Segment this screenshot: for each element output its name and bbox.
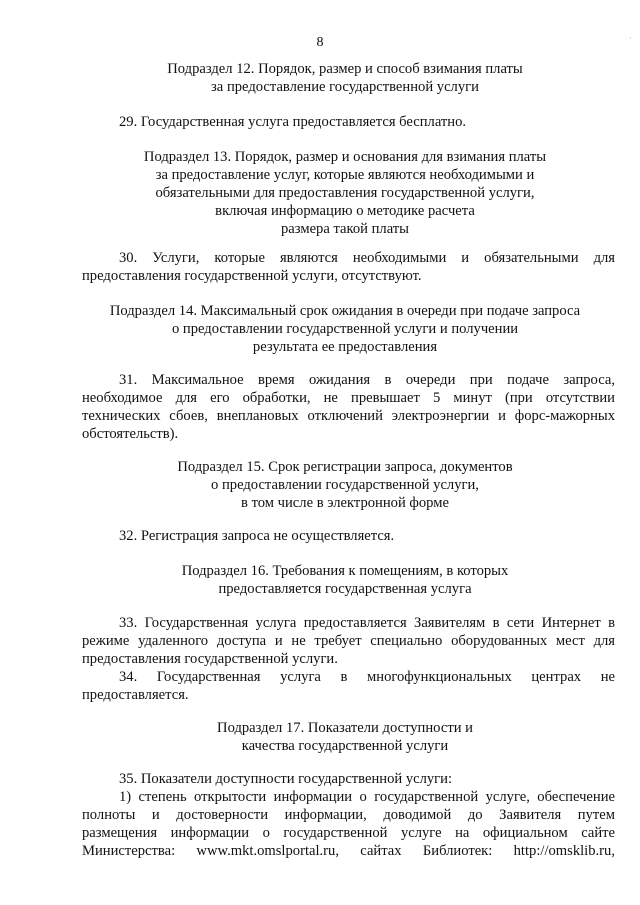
paragraph-line: необходимое для его обработки, не превышает 5 минут (при отсутствии — [82, 390, 615, 406]
paragraph-34 — [82, 668, 615, 704]
paragraph-line: 35. Показатели доступности государственной услуги: — [119, 771, 453, 787]
paragraph-line: Министерства: www.mkt.omslportal.ru, сайтах Библиотек: http://omsklib.ru, — [82, 843, 615, 859]
corner-mark: · — [629, 34, 632, 43]
heading-line: Подраздел 15. Срок регистрации запроса, документов — [177, 459, 513, 475]
heading-line: качества государственной услуги — [241, 738, 449, 754]
heading-line: предоставляется государственная услуга — [218, 581, 472, 597]
subsection-12-heading — [60, 60, 630, 96]
paragraph-35 — [82, 770, 615, 788]
heading-line: о предоставлении государственной услуги и получении — [171, 321, 519, 337]
subsection-15-heading — [60, 458, 630, 512]
paragraph-line: 33. Государственная услуга предоставляется Заявителям в сети Интернет в — [119, 615, 615, 631]
heading-line: Подраздел 17. Показатели доступности и — [217, 720, 473, 736]
paragraph-line: 1) степень открытости информации о государственной услуге, обеспечение — [119, 789, 615, 805]
paragraph-line: предоставления государственной услуги. — [82, 651, 338, 667]
paragraph-line: предоставления государственной услуги, отсутствуют. — [82, 268, 422, 284]
paragraph-line: размещения информации о государственной услуге на официальном сайте — [82, 825, 615, 841]
paragraph-line: 31. Максимальное время ожидания в очереди при подаче запроса, — [119, 372, 615, 388]
paragraph-32 — [82, 527, 615, 545]
subsection-13-heading — [60, 148, 630, 238]
heading-line: за предоставление услуг, которые являются необходимыми и — [155, 167, 535, 183]
heading-line: Подраздел 16. Требования к помещениям, в которых — [181, 563, 509, 579]
paragraph-line: полноты и достоверности информации, доводимой до Заявителя путем — [82, 807, 615, 823]
paragraph-33 — [82, 614, 615, 668]
paragraph-30 — [82, 249, 615, 285]
paragraph-29 — [82, 113, 615, 131]
heading-line: Подраздел 13. Порядок, размер и основания для взимания платы — [143, 149, 547, 165]
heading-line: Подраздел 14. Максимальный срок ожидания в очереди при подаче запроса — [109, 303, 581, 319]
heading-line: в том числе в электронной форме — [241, 495, 449, 511]
subsection-14-heading — [60, 302, 630, 356]
heading-line: результата ее предоставления — [252, 339, 438, 355]
paragraph-line: 34. Государственная услуга в многофункциональных центрах не — [119, 669, 615, 685]
paragraph-line: режиме удаленного доступа и не требует специально оборудованных мест для — [82, 633, 615, 649]
subsection-16-heading — [60, 562, 630, 598]
paragraph-line: обстоятельств). — [82, 426, 179, 442]
paragraph-line: технических сбоев, внеплановых отключений электроэнергии и форс-мажорных — [82, 408, 615, 424]
paragraph-line: 30. Услуги, которые являются необходимыми и обязательными для — [119, 250, 615, 266]
paragraph-line: 32. Регистрация запроса не осуществляется. — [119, 528, 395, 544]
heading-line: о предоставлении государственной услуги, — [211, 477, 479, 493]
subsection-17-heading — [60, 719, 630, 755]
heading-line: размера такой платы — [281, 221, 409, 237]
heading-line: Подраздел 12. Порядок, размер и способ взимания платы — [167, 61, 523, 77]
heading-line: включая информацию о методике расчета — [215, 203, 475, 219]
paragraph-line: 29. Государственная услуга предоставляется бесплатно. — [119, 114, 467, 130]
paragraph-31 — [82, 371, 615, 443]
page-number: 8 — [316, 35, 324, 50]
heading-line: за предоставление государственной услуги — [211, 79, 479, 95]
paragraph-35-item-1 — [82, 788, 615, 860]
heading-line: обязательными для предоставления государственной услуги, — [155, 185, 535, 201]
paragraph-line: предоставляется. — [82, 687, 189, 703]
